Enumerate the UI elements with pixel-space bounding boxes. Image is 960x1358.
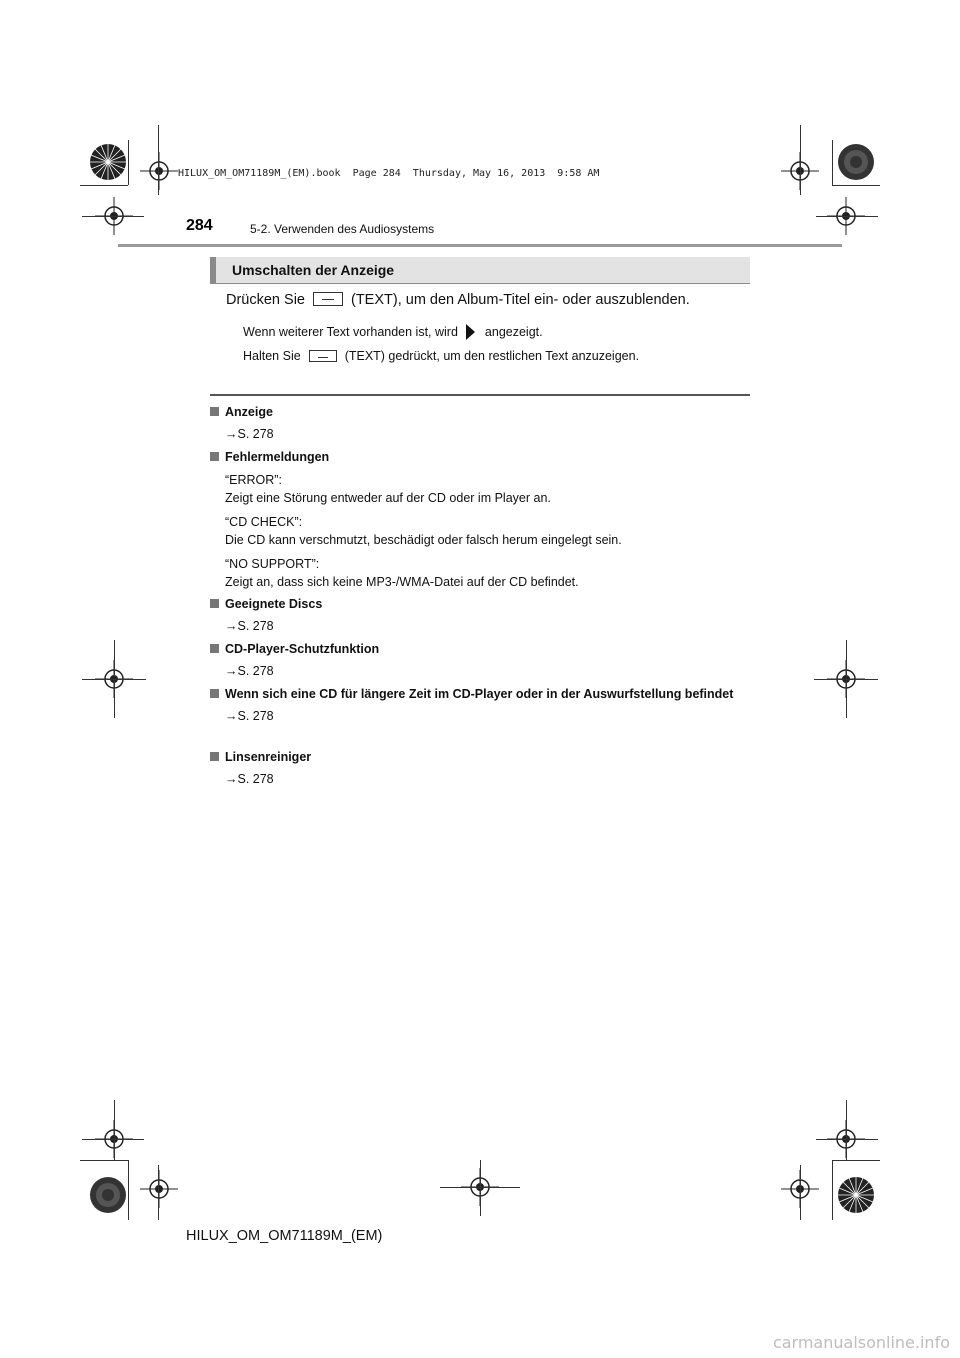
section-title: Umschalten der Anzeige (232, 262, 395, 278)
section-end-rule (210, 394, 750, 396)
note-heading (210, 404, 750, 421)
section-underline (210, 283, 750, 284)
main-step (226, 292, 690, 308)
note-heading-text: Linsenreiniger (225, 750, 312, 764)
sub-text-more (243, 324, 543, 340)
registration-disc-icon (88, 1175, 128, 1215)
error-item (210, 513, 750, 549)
error-code: “NO SUPPORT”: (225, 557, 320, 571)
text-button-icon (309, 350, 337, 362)
note-anzeige (210, 404, 750, 443)
note-fehlermeldungen (210, 449, 750, 591)
page-reference: →S. 278 (225, 709, 274, 723)
error-code: “ERROR”: (225, 473, 282, 487)
note-linsenreiniger (210, 749, 750, 788)
error-text: Zeigt eine Störung entweder auf der CD oder im Player an. (225, 491, 551, 505)
text-button-icon (313, 292, 343, 306)
registration-disc-icon (836, 142, 876, 182)
section-header (210, 257, 750, 283)
note-heading-text: CD-Player-Schutzfunktion (225, 642, 380, 656)
note-heading (210, 686, 750, 703)
page-reference: →S. 278 (225, 427, 274, 441)
note-heading (210, 596, 750, 613)
footer-doc-code: HILUX_OM_OM71189M_(EM) (186, 1228, 383, 1244)
note-heading-text: Fehlermeldungen (225, 450, 330, 464)
square-bullet-icon (210, 599, 219, 608)
note-heading (210, 449, 750, 466)
header-rule (118, 244, 842, 247)
main-step-prefix: Drücken Sie (226, 292, 305, 308)
square-bullet-icon (210, 452, 219, 461)
note-heading (210, 641, 750, 658)
error-text: Zeigt an, dass sich keine MP3-/WMA-Datei auf der CD befindet. (225, 575, 579, 589)
square-bullet-icon (210, 689, 219, 698)
right-triangle-icon (466, 324, 475, 340)
crosshair-icon (140, 1170, 178, 1208)
sub-text-hold-suffix: (TEXT) gedrückt, um den restlichen Text anzuzeigen. (344, 349, 640, 363)
note-geeignete-discs (210, 596, 750, 635)
registration-wheel-icon (836, 1175, 876, 1215)
error-item (210, 471, 750, 507)
square-bullet-icon (210, 644, 219, 653)
page-reference: →S. 278 (225, 772, 274, 786)
breadcrumb: 5-2. Verwenden des Audiosystems (250, 222, 435, 236)
watermark: carmanualsonline.info (772, 1333, 950, 1352)
error-item (210, 555, 750, 591)
note-schutzfunktion (210, 641, 750, 680)
registration-wheel-icon (88, 142, 128, 182)
sub-text-more-prefix: Wenn weiterer Text vorhanden ist, wird (243, 325, 458, 339)
error-code: “CD CHECK”: (225, 515, 303, 529)
error-text: Die CD kann verschmutzt, beschädigt oder falsch herum eingelegt sein. (225, 533, 622, 547)
note-heading-text: Geeignete Discs (225, 597, 323, 611)
square-bullet-icon (210, 407, 219, 416)
square-bullet-icon (210, 752, 219, 761)
page-reference: →S. 278 (225, 619, 274, 633)
book-stamp: HILUX_OM_OM71189M_(EM).book Page 284 Thursday, May 16, 2013 9:58 AM (178, 168, 600, 179)
sub-text-more-suffix: angezeigt. (484, 325, 543, 339)
main-step-suffix: (TEXT), um den Album-Titel ein- oder auszublenden. (350, 292, 690, 308)
page-reference: →S. 278 (225, 664, 274, 678)
note-auswurfstellung (210, 686, 750, 725)
sub-text-hold-prefix: Halten Sie (243, 349, 301, 363)
crosshair-icon (140, 152, 178, 190)
note-heading-text: Anzeige (225, 405, 273, 419)
note-heading (210, 749, 750, 766)
note-heading-text: Wenn sich eine CD für längere Zeit im CD-Player oder in der Auswurfstellung befindet (225, 687, 734, 701)
sub-text-hold (243, 349, 639, 363)
page-number: 284 (186, 217, 213, 234)
